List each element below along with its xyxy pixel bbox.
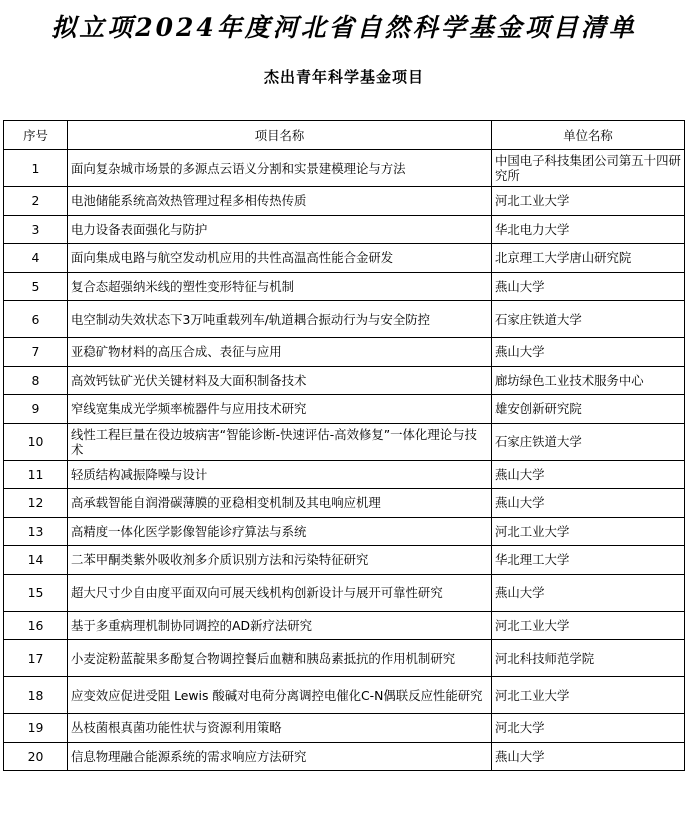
row-number: 16 bbox=[4, 611, 68, 640]
unit-name-cell: 廊坊绿色工业技术服务中心 bbox=[492, 366, 685, 395]
table-row bbox=[4, 460, 685, 489]
table-row bbox=[4, 611, 685, 640]
project-name-cell: 面向复杂城市场景的多源点云语义分割和实景建模理论与方法 bbox=[68, 150, 492, 187]
unit-name-cell: 河北工业大学 bbox=[492, 187, 685, 216]
unit-name-cell: 石家庄铁道大学 bbox=[492, 423, 685, 460]
row-number: 18 bbox=[4, 677, 68, 714]
table-row bbox=[4, 489, 685, 518]
table-row bbox=[4, 244, 685, 273]
project-table bbox=[3, 120, 685, 771]
row-number: 15 bbox=[4, 574, 68, 611]
project-name-cell: 丛枝菌根真菌功能性状与资源利用策略 bbox=[68, 714, 492, 743]
row-number: 5 bbox=[4, 272, 68, 301]
table-row bbox=[4, 517, 685, 546]
row-number: 3 bbox=[4, 215, 68, 244]
table-row bbox=[4, 423, 685, 460]
unit-name-cell: 中国电子科技集团公司第五十四研究所 bbox=[492, 150, 685, 187]
row-number: 12 bbox=[4, 489, 68, 518]
project-name-cell: 二苯甲酮类紫外吸收剂多介质识别方法和污染特征研究 bbox=[68, 546, 492, 575]
row-number: 6 bbox=[4, 301, 68, 338]
unit-name-cell: 雄安创新研究院 bbox=[492, 395, 685, 424]
project-name-cell: 高效钙钛矿光伏关键材料及大面积制备技术 bbox=[68, 366, 492, 395]
project-name-cell: 电池储能系统高效热管理过程多相传热传质 bbox=[68, 187, 492, 216]
row-number: 8 bbox=[4, 366, 68, 395]
project-name-cell: 高精度一体化医学影像智能诊疗算法与系统 bbox=[68, 517, 492, 546]
row-number: 9 bbox=[4, 395, 68, 424]
row-number: 20 bbox=[4, 742, 68, 771]
row-number: 2 bbox=[4, 187, 68, 216]
unit-name-cell: 燕山大学 bbox=[492, 489, 685, 518]
project-name-cell: 面向集成电路与航空发动机应用的共性高温高性能合金研发 bbox=[68, 244, 492, 273]
unit-name-cell: 河北工业大学 bbox=[492, 677, 685, 714]
project-name-cell: 基于多重病理机制协同调控的AD新疗法研究 bbox=[68, 611, 492, 640]
header-unit-name: 单位名称 bbox=[492, 121, 685, 150]
table-header-row bbox=[4, 121, 685, 150]
table-row bbox=[4, 574, 685, 611]
unit-name-cell: 华北电力大学 bbox=[492, 215, 685, 244]
table-row bbox=[4, 338, 685, 367]
unit-name-cell: 石家庄铁道大学 bbox=[492, 301, 685, 338]
row-number: 19 bbox=[4, 714, 68, 743]
unit-name-cell: 华北理工大学 bbox=[492, 546, 685, 575]
unit-name-cell: 燕山大学 bbox=[492, 460, 685, 489]
table-row bbox=[4, 366, 685, 395]
table-row bbox=[4, 677, 685, 714]
project-name-cell: 电力设备表面强化与防护 bbox=[68, 215, 492, 244]
unit-name-cell: 燕山大学 bbox=[492, 574, 685, 611]
project-name-cell: 复合态超强纳米线的塑性变形特征与机制 bbox=[68, 272, 492, 301]
table-row bbox=[4, 272, 685, 301]
header-project-name: 项目名称 bbox=[68, 121, 492, 150]
row-number: 1 bbox=[4, 150, 68, 187]
table-body bbox=[4, 150, 685, 771]
unit-name-cell: 燕山大学 bbox=[492, 338, 685, 367]
header-number: 序号 bbox=[4, 121, 68, 150]
table-row bbox=[4, 215, 685, 244]
row-number: 4 bbox=[4, 244, 68, 273]
unit-name-cell: 燕山大学 bbox=[492, 272, 685, 301]
project-name-cell: 应变效应促进受阻 Lewis 酸碱对电荷分离调控电催化C-N偶联反应性能研究 bbox=[68, 677, 492, 714]
row-number: 14 bbox=[4, 546, 68, 575]
project-name-cell: 线性工程巨量在役边坡病害“智能诊断-快速评估-高效修复”一体化理论与技术 bbox=[68, 423, 492, 460]
table-row bbox=[4, 187, 685, 216]
project-name-cell: 高承载智能自润滑碳薄膜的亚稳相变机制及其电响应机理 bbox=[68, 489, 492, 518]
row-number: 10 bbox=[4, 423, 68, 460]
unit-name-cell: 河北工业大学 bbox=[492, 611, 685, 640]
row-number: 11 bbox=[4, 460, 68, 489]
project-name-cell: 窄线宽集成光学频率梳器件与应用技术研究 bbox=[68, 395, 492, 424]
project-name-cell: 信息物理融合能源系统的需求响应方法研究 bbox=[68, 742, 492, 771]
unit-name-cell: 河北科技师范学院 bbox=[492, 640, 685, 677]
table-row bbox=[4, 640, 685, 677]
table-row bbox=[4, 150, 685, 187]
project-name-cell: 亚稳矿物材料的高压合成、表征与应用 bbox=[68, 338, 492, 367]
section-subtitle: 杰出青年科学基金项目 bbox=[263, 68, 424, 86]
project-name-cell: 电空制动失效状态下3万吨重载列车/轨道耦合振动行为与安全防控 bbox=[68, 301, 492, 338]
table-row bbox=[4, 301, 685, 338]
project-name-cell: 小麦淀粉蓝靛果多酚复合物调控餐后血糖和胰岛素抵抗的作用机制研究 bbox=[68, 640, 492, 677]
document-title: 拟立项2024年度河北省自然科学基金项目清单 bbox=[51, 13, 637, 42]
row-number: 13 bbox=[4, 517, 68, 546]
row-number: 7 bbox=[4, 338, 68, 367]
project-name-cell: 轻质结构减振降噪与设计 bbox=[68, 460, 492, 489]
unit-name-cell: 北京理工大学唐山研究院 bbox=[492, 244, 685, 273]
unit-name-cell: 河北工业大学 bbox=[492, 517, 685, 546]
table-row bbox=[4, 714, 685, 743]
table-row bbox=[4, 546, 685, 575]
row-number: 17 bbox=[4, 640, 68, 677]
unit-name-cell: 河北大学 bbox=[492, 714, 685, 743]
unit-name-cell: 燕山大学 bbox=[492, 742, 685, 771]
table-row bbox=[4, 395, 685, 424]
table-row bbox=[4, 742, 685, 771]
project-name-cell: 超大尺寸少自由度平面双向可展天线机构创新设计与展开可靠性研究 bbox=[68, 574, 492, 611]
